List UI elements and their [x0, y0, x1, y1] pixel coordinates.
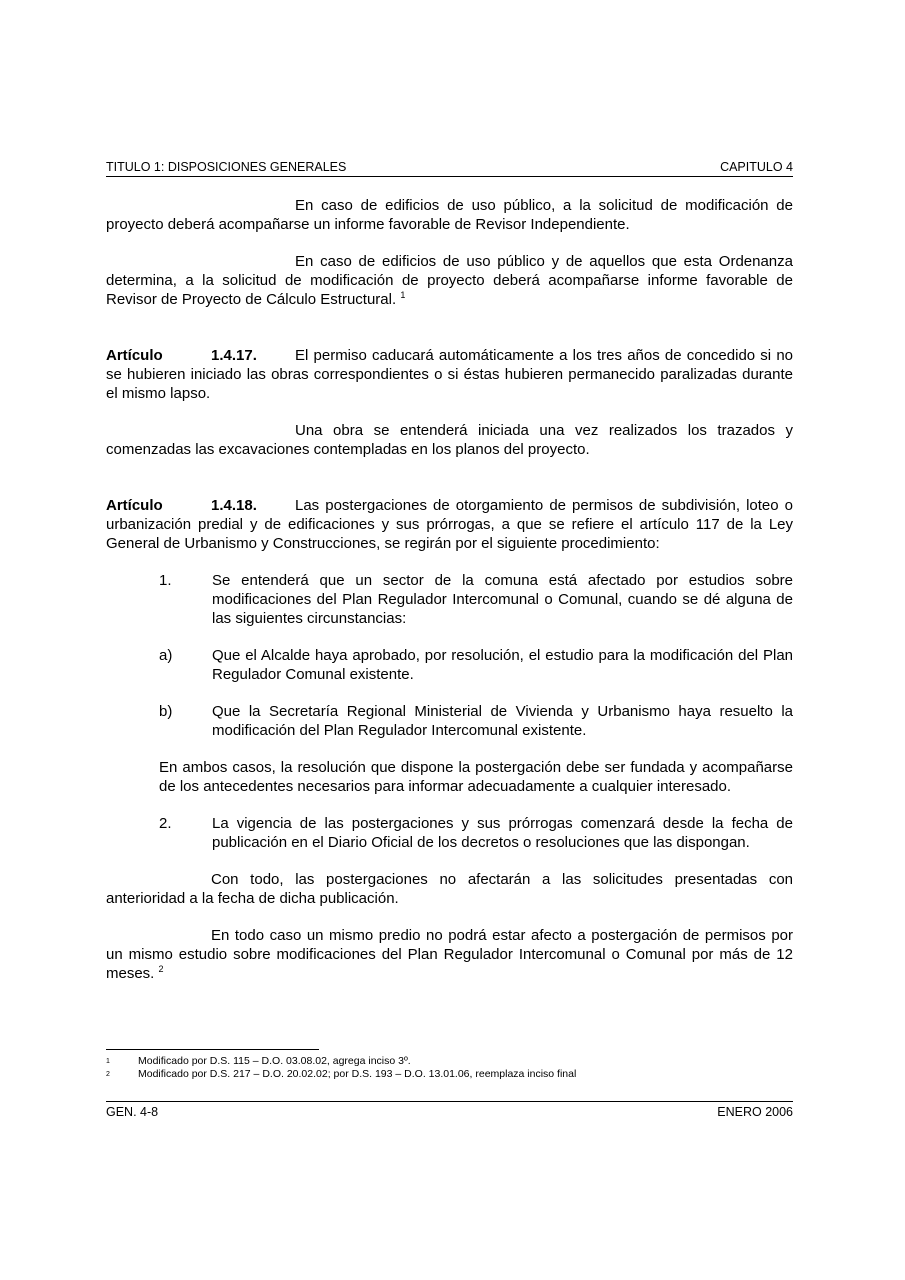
- list-marker: a): [159, 647, 173, 664]
- footnote-text: Modificado por D.S. 217 – D.O. 20.02.02; por D.S. 193 – D.O. 13.01.06, reemplaza inciso final: [138, 1068, 577, 1080]
- footnote-number: 2: [106, 1071, 110, 1078]
- list-item: [159, 814, 793, 852]
- article-1-4-17: [106, 346, 793, 403]
- footnote: [106, 1055, 793, 1068]
- paragraph-text: En caso de edificios de uso público, a la solicitud de modificación de proyecto deberá acompañarse un informe favorable de Revisor Independiente.: [106, 197, 793, 233]
- list-item: [159, 646, 793, 684]
- list-item-text: La vigencia de las postergaciones y sus prórrogas comenzará desde la fecha de publicación en el Diario Oficial de los decretos o resoluciones que las dispongan.: [212, 815, 793, 851]
- list-item: [159, 702, 793, 740]
- footnote-number: 1: [106, 1058, 110, 1065]
- document-body: [106, 196, 793, 983]
- article-text: Las postergaciones de otorgamiento de permisos de subdivisión, loteo o urbanización predial y de edificaciones y sus prórrogas, a que se refiere el artículo 117 de la Ley General de Urbanismo y Construcciones, se regirán por el siguiente procedimiento:: [106, 497, 793, 552]
- list-marker: 1.: [159, 572, 172, 589]
- list-item-text: Que la Secretaría Regional Ministerial de Vivienda y Urbanismo haya resuelto la modificación del Plan Regulador Intercomunal existente.: [212, 703, 793, 739]
- paragraph-text: Una obra se entenderá iniciada una vez realizados los trazados y comenzadas las excavaciones contempladas en los planos del proyecto.: [106, 422, 793, 458]
- footnote-ref: 1: [400, 290, 406, 300]
- list-marker: b): [159, 703, 173, 720]
- list-item-text: Se entenderá que un sector de la comuna está afectado por estudios sobre modificaciones del Plan Regulador Intercomunal o Comunal, cuando se dé alguna de las siguientes circunstancias:: [212, 572, 793, 627]
- paragraph-text: En caso de edificios de uso público y de aquellos que esta Ordenanza determina, a la solicitud de modificación de proyecto deberá acompañarse informe favorable de Revisor de Proyecto de Cálculo Estructural.: [106, 253, 793, 308]
- page-number: GEN. 4-8: [106, 1105, 159, 1119]
- list-item: [159, 571, 793, 628]
- article-number: 1.4.17.: [211, 347, 257, 364]
- footnote-text: Modificado por D.S. 115 – D.O. 03.08.02, agrega inciso 3º.: [138, 1055, 411, 1067]
- paragraph: [106, 926, 793, 983]
- footnote-divider: [106, 1049, 319, 1050]
- header-title: TITULO 1: DISPOSICIONES GENERALES: [106, 160, 347, 174]
- list-marker: 2.: [159, 815, 172, 832]
- paragraph: [106, 196, 793, 234]
- paragraph: [106, 421, 793, 459]
- article-label: Artículo: [106, 497, 163, 514]
- paragraph: [106, 870, 793, 908]
- paragraph-text: Con todo, las postergaciones no afectarán a las solicitudes presentadas con anterioridad a la fecha de dicha publicación.: [106, 871, 793, 907]
- footer-date: ENERO 2006: [717, 1105, 793, 1119]
- page-header: [106, 160, 793, 177]
- header-chapter: CAPITULO 4: [720, 160, 793, 174]
- footnotes: [106, 1049, 793, 1081]
- paragraph-text: En todo caso un mismo predio no podrá estar afecto a postergación de permisos por un mismo estudio sobre modificaciones del Plan Regulador Intercomunal o Comunal por más de 12 meses.: [106, 927, 793, 982]
- paragraph: [106, 252, 793, 309]
- article-number: 1.4.18.: [211, 497, 257, 514]
- article-label: Artículo: [106, 347, 163, 364]
- article-text: El permiso caducará automáticamente a los tres años de concedido si no se hubieren iniciado las obras correspondientes o si éstas hubieren permanecido paralizadas durante el mismo lapso.: [106, 347, 793, 402]
- paragraph: En ambos casos, la resolución que dispone la postergación debe ser fundada y acompañarse de los antecedentes necesarios para informar adecuadamente a cualquier interesado.: [159, 759, 793, 795]
- footnote-ref: 2: [158, 964, 164, 974]
- page-footer: [106, 1101, 793, 1119]
- article-1-4-18: [106, 496, 793, 553]
- footnote: [106, 1068, 793, 1081]
- list-item-text: Que el Alcalde haya aprobado, por resolución, el estudio para la modificación del Plan Regulador Comunal existente.: [212, 647, 793, 683]
